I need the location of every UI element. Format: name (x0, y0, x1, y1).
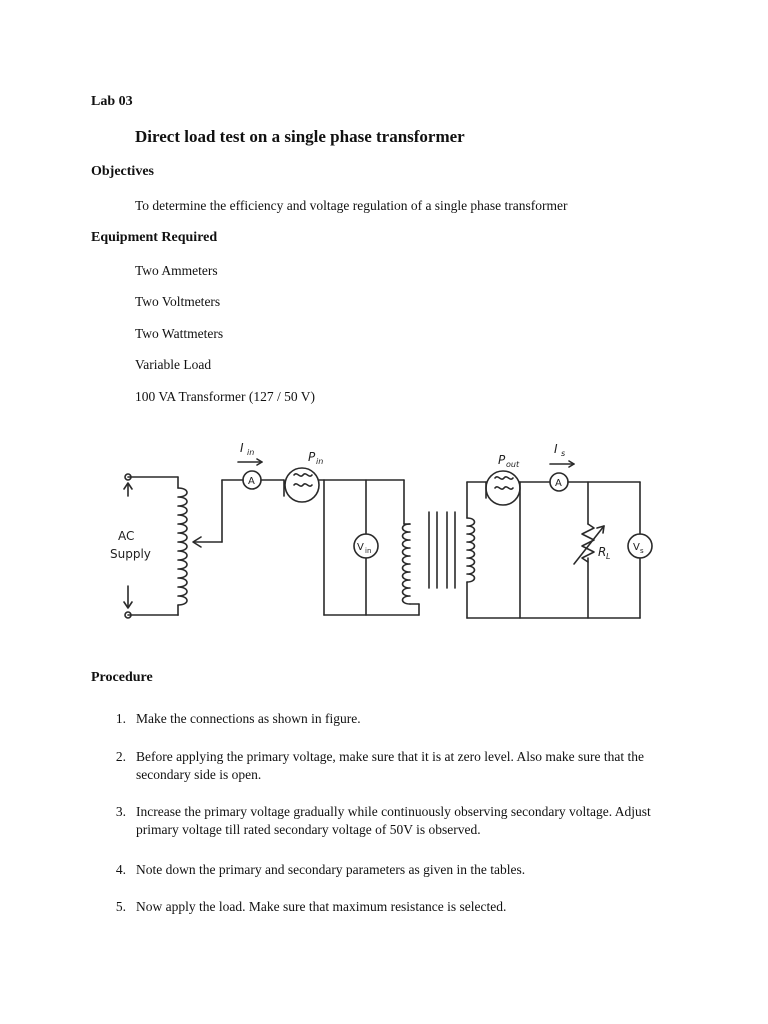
equipment-item: 100 VA Transformer (127 / 50 V) (135, 389, 316, 404)
step-number: 5. (115, 899, 126, 914)
i-in-arrow (238, 459, 262, 465)
ac-label: AC (118, 529, 135, 543)
vs-label: V (633, 542, 640, 553)
step-text: Note down the primary and secondary parameters as given in the tables. (136, 862, 526, 877)
variac-coil (128, 477, 187, 615)
vin-label: V (357, 542, 364, 553)
supply-label: Supply (110, 547, 151, 561)
step-number: 3. (115, 804, 126, 819)
p-in-sub: in (316, 457, 324, 466)
i-in-label: I (240, 441, 244, 455)
i-s-sub: s (561, 449, 566, 458)
secondary-winding (467, 518, 475, 582)
step-text: Make the connections as shown in figure. (136, 711, 361, 726)
primary-winding (403, 524, 411, 604)
i-s-arrow (550, 461, 574, 467)
equipment-item: Variable Load (135, 357, 212, 372)
p-in-label: P (308, 450, 316, 464)
document-title: Direct load test on a single phase transformer (135, 127, 465, 146)
p-out-sub: out (506, 460, 520, 469)
equipment-item: Two Voltmeters (135, 294, 221, 309)
equipment-heading: Equipment Required (91, 230, 218, 245)
objectives-heading: Objectives (91, 164, 154, 179)
vs-sub: s (640, 547, 644, 555)
step-number: 4. (115, 862, 126, 877)
procedure-heading: Procedure (91, 670, 153, 685)
objectives-text: To determine the efficiency and voltage regulation of a single phase transformer (135, 198, 568, 213)
variac-tap-arrow (193, 480, 222, 547)
equipment-item: Two Wattmeters (135, 326, 224, 341)
transformer-core (429, 512, 455, 588)
step-number: 2. (115, 749, 126, 764)
lab-number: Lab 03 (91, 94, 133, 109)
rl-sub: L (606, 552, 611, 561)
variable-load-resistor (582, 524, 594, 562)
step-text: Before applying the primary voltage, make sure that it is at zero level. Also make sure that the secondary side is open. (136, 749, 644, 782)
vin-sub: in (365, 547, 372, 555)
rl-label: R (598, 545, 607, 559)
step-text: Now apply the load. Make sure that maximum resistance is selected. (136, 899, 507, 914)
ammeter-in-symbol: A (248, 476, 255, 487)
ac-supply-terminals (124, 474, 132, 618)
wattmeter-in (284, 468, 319, 502)
circuit-diagram (104, 436, 664, 626)
equipment-item: Two Ammeters (135, 263, 218, 278)
step-text: Increase the primary voltage gradually while continuously observing secondary voltage. Adjust primary voltage till rated secondary voltage of 50V is observed. (136, 804, 651, 837)
i-s-label: I (554, 442, 558, 456)
p-out-label: P (498, 453, 506, 467)
ammeter-out-symbol: A (555, 478, 562, 489)
step-number: 1. (115, 711, 126, 726)
wattmeter-out (486, 471, 520, 505)
i-in-sub: in (247, 448, 255, 457)
